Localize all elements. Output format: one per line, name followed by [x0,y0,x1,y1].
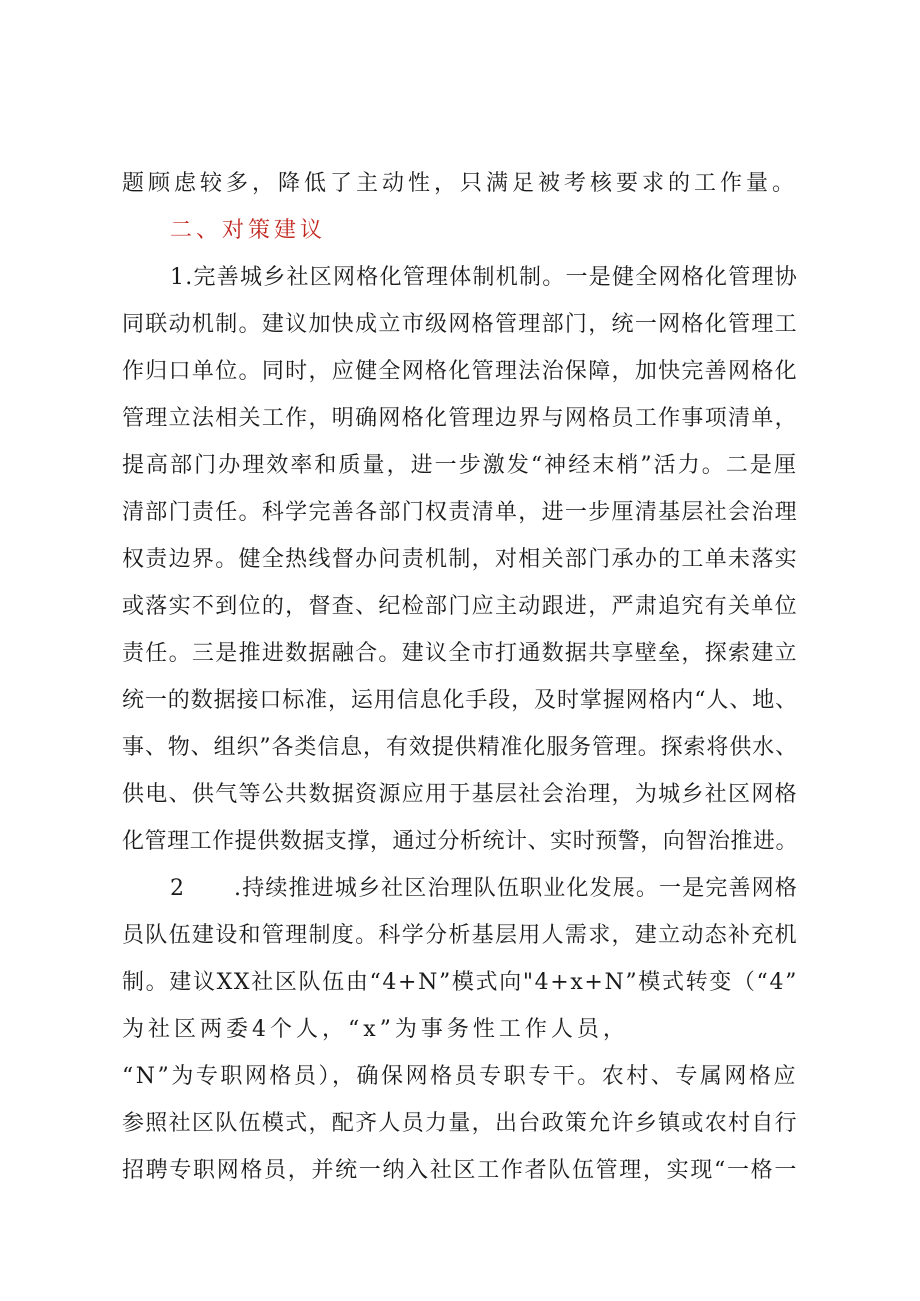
section-heading: 二、对策建议 [170,218,327,243]
paragraph-line: 制。建议XX社区队伍由“4+N”模式向"4+x+N”模式转变（“4” [122,970,798,995]
paragraph-line: 供电、供气等公共数据资源应用于基层社会治理，为城乡社区网格 [122,782,798,807]
paragraph-line: 为社区两委4个人，“x”为事务性工作人员， [122,1017,629,1042]
paragraph-line: 事、物、组织”各类信息，有效提供精准化服务管理。探索将供水、 [122,735,798,760]
paragraph-line: 管理立法相关工作，明确网格化管理边界与网格员工作事项清单， [122,406,798,431]
paragraph-line: 或落实不到位的，督查、纪检部门应主动跟进，严肃追究有关单位 [122,594,798,619]
paragraph-line: 清部门责任。科学完善各部门权责清单，进一步厘清基层社会治理 [122,500,798,525]
paragraph-line: 权责边界。健全热线督办问责机制，对相关部门承办的工单未落实 [122,547,798,572]
paragraph-line: 化管理工作提供数据支撑，通过分析统计、实时预警，向智治推进。 [122,829,798,854]
paragraph-line: 1.完善城乡社区网格化管理体制机制。一是健全网格化管理协 [170,265,798,290]
paragraph-line: 题顾虑较多，降低了主动性，只满足被考核要求的工作量。 [122,171,798,196]
paragraph-line: 统一的数据接口标准，运用信息化手段，及时掌握网格内“人、地、 [122,688,798,713]
paragraph-line: 同联动机制。建议加快成立市级网格管理部门，统一网格化管理工 [122,312,798,337]
paragraph-line: 员队伍建设和管理制度。科学分析基层用人需求，建立动态补充机 [122,923,798,948]
paragraph-line: “N”为专职网格员），确保网格员专职专干。农村、专属网格应 [122,1064,798,1089]
paragraph-line: 2 .持续推进城乡社区治理队伍职业化发展。一是完善网格 [170,876,798,901]
paragraph-line: 提高部门办理效率和质量，进一步激发“神经末梢”活力。二是厘 [122,453,798,478]
paragraph-line: 招聘专职网格员，并统一纳入社区工作者队伍管理，实现“一格一 [122,1158,798,1183]
paragraph-line: 作归口单位。同时，应健全网格化管理法治保障，加快完善网格化 [122,359,798,384]
paragraph-line: 责任。三是推进数据融合。建议全市打通数据共享壁垒，探索建立 [122,641,798,666]
paragraph-line: 参照社区队伍模式，配齐人员力量，出台政策允许乡镇或农村自行 [122,1111,798,1136]
